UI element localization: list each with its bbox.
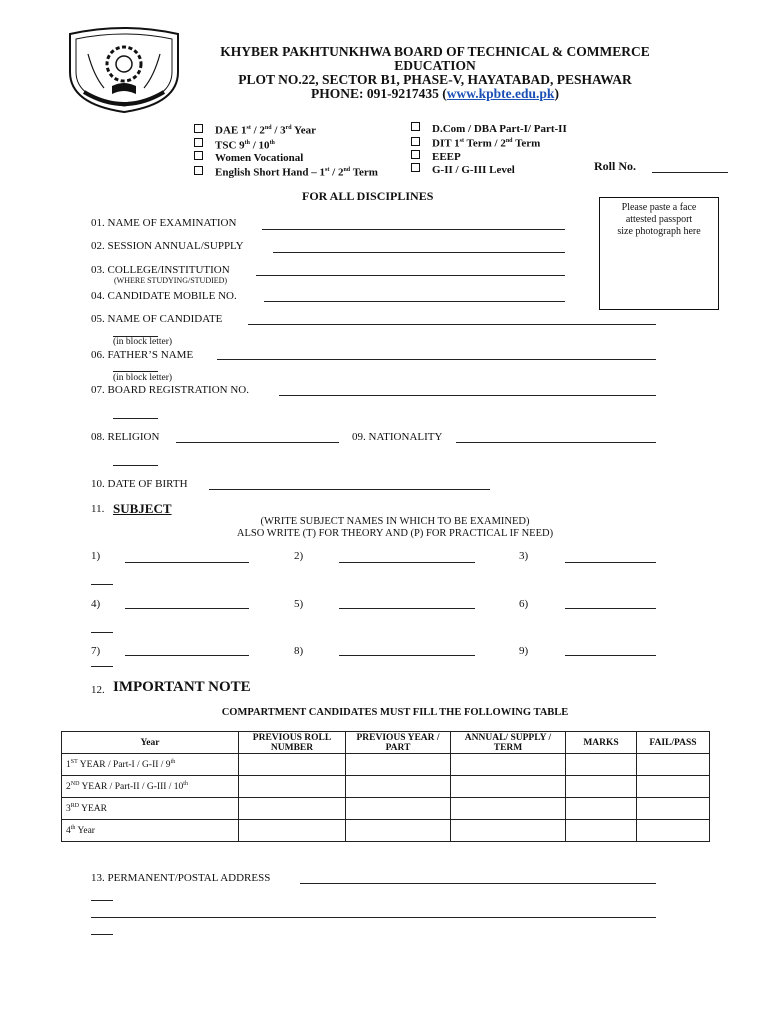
program-option[interactable]: DIT 1st Term / 2nd Term [411, 135, 567, 150]
subject-note-2: ALSO WRITE (T) FOR THEORY AND (P) FOR PRACTICAL IF NEED) [236, 528, 554, 539]
board-phone [190, 87, 680, 101]
board-address: PLOT NO.22, SECTOR B1, PHASE-V, HAYATABAD, PESHAWAR [238, 72, 632, 87]
subject-6-input[interactable] [565, 608, 656, 609]
candidate-note: (in block letter) [113, 337, 173, 347]
program-option[interactable]: EEEP [411, 150, 567, 163]
program-option[interactable]: DAE 1st / 2nd / 3rd Year [194, 122, 378, 137]
photo-box[interactable] [599, 197, 719, 310]
checkbox[interactable] [194, 124, 203, 133]
examination-input[interactable] [262, 229, 565, 230]
college-note: (WHERE STUDYING/STUDIED) [114, 276, 228, 285]
field-label-dob: 10. DATE OF BIRTH [91, 478, 188, 490]
table-cell[interactable] [346, 754, 451, 776]
table-cell[interactable] [637, 776, 710, 798]
section-title: FOR ALL DISCIPLINES [302, 189, 434, 203]
compartment-title: COMPARTMENT CANDIDATES MUST FILL THE FOLLOWING TABLE [221, 707, 569, 718]
compartment-table [61, 731, 710, 842]
subject-slot-label: 4) [91, 598, 101, 610]
photo-instructions: Please paste a face attested passport size photograph here [617, 202, 701, 237]
table-cell[interactable] [637, 754, 710, 776]
subject-slot-label: 6) [519, 598, 529, 610]
subject-slot-label: 9) [519, 645, 529, 657]
program-options-right [411, 122, 567, 176]
registration-input-cont[interactable] [113, 418, 158, 419]
table-cell[interactable] [451, 820, 566, 842]
subject-slot-label: 5) [294, 598, 304, 610]
program-option[interactable]: Women Vocational [194, 151, 378, 164]
program-option[interactable]: TSC 9th / 10th [194, 137, 378, 152]
candidate-name-input[interactable] [248, 324, 656, 325]
roll-no-label: Roll No. [594, 159, 636, 173]
table-cell[interactable] [346, 820, 451, 842]
field-label-mobile: 04. CANDIDATE MOBILE NO. [91, 290, 237, 302]
table-cell[interactable] [451, 798, 566, 820]
table-cell[interactable] [451, 754, 566, 776]
table-header-row [62, 732, 710, 754]
table-row [62, 798, 710, 820]
nationality-input-cont[interactable] [113, 465, 158, 466]
year-cell: 1ST YEAR / Part-I / G-II / 9th [62, 754, 239, 776]
subject-line-cont[interactable] [91, 632, 113, 633]
phone-text: PHONE: 091-9217435 ( [311, 86, 447, 101]
mobile-input[interactable] [264, 301, 565, 302]
father-name-input[interactable] [217, 359, 656, 360]
column-header: MARKS [566, 732, 637, 754]
field-label-religion: 08. RELIGION [91, 431, 160, 443]
year-cell: 3RD YEAR [62, 798, 239, 820]
field-label-registration: 07. BOARD REGISTRATION NO. [91, 384, 249, 396]
field-label-college: 03. COLLEGE/INSTITUTION [91, 264, 230, 276]
subject-slot-label: 2) [294, 550, 304, 562]
subject-5-input[interactable] [339, 608, 475, 609]
column-header: Year [62, 732, 239, 754]
field-label-father: 06. FATHER’S NAME [91, 349, 194, 361]
subject-2-input[interactable] [339, 562, 475, 563]
table-cell[interactable] [239, 798, 346, 820]
subject-7-input[interactable] [125, 655, 249, 656]
field-label-nationality: 09. NATIONALITY [352, 431, 443, 443]
table-cell[interactable] [566, 798, 637, 820]
year-cell: 4th Year [62, 820, 239, 842]
checkbox[interactable] [411, 163, 420, 172]
table-cell[interactable] [239, 776, 346, 798]
dob-input[interactable] [209, 489, 490, 490]
table-cell[interactable] [451, 776, 566, 798]
column-header: PREVIOUS ROLL NUMBER [239, 732, 346, 754]
important-note-heading: IMPORTANT NOTE [113, 679, 251, 695]
program-options-left [194, 122, 378, 179]
table-cell[interactable] [239, 820, 346, 842]
subject-3-input[interactable] [565, 562, 656, 563]
program-option[interactable]: English Short Hand – 1st / 2nd Term [194, 164, 378, 179]
checkbox[interactable] [194, 151, 203, 160]
year-cell: 2ND YEAR / Part-II / G-III / 10th [62, 776, 239, 798]
father-note: (in block letter) [113, 373, 173, 383]
program-option[interactable]: D.Com / DBA Part-I/ Part-II [411, 122, 567, 135]
table-row [62, 820, 710, 842]
field-label-address: 13. PERMANENT/POSTAL ADDRESS [91, 872, 271, 884]
subject-1-input[interactable] [125, 562, 249, 563]
nationality-input[interactable] [456, 442, 656, 443]
subject-slot-label: 7) [91, 645, 101, 657]
subject-heading: SUBJECT [113, 501, 172, 516]
website-link[interactable]: www.kpbte.edu.pk [446, 86, 555, 101]
field-number-subject: 11. [91, 503, 105, 515]
address-input[interactable] [300, 883, 656, 884]
table-cell[interactable] [566, 754, 637, 776]
checkbox[interactable] [411, 122, 420, 131]
address-input-cont[interactable] [91, 934, 113, 935]
father-name-input-cont[interactable] [113, 371, 158, 372]
subject-slot-label: 8) [294, 645, 304, 657]
registration-input[interactable] [279, 395, 656, 396]
field-label-session: 02. SESSION ANNUAL/SUPPLY [91, 240, 244, 252]
subject-slot-label: 3) [519, 550, 529, 562]
roll-no-field[interactable] [652, 172, 728, 173]
field-number-note: 12. [91, 684, 105, 696]
subject-note-1: (WRITE SUBJECT NAMES IN WHICH TO BE EXAMINED) [260, 516, 530, 527]
field-label-examination: 01. NAME OF EXAMINATION [91, 217, 237, 229]
subject-4-input[interactable] [125, 608, 249, 609]
board-name: KHYBER PAKHTUNKHWA BOARD OF TECHNICAL & COMMERCE [220, 44, 650, 59]
column-header: PREVIOUS YEAR / PART [346, 732, 451, 754]
checkbox[interactable] [411, 137, 420, 146]
board-name-line2: EDUCATION [394, 58, 476, 73]
checkbox[interactable] [194, 138, 203, 147]
board-logo [60, 26, 188, 114]
subject-9-input[interactable] [565, 655, 656, 656]
subject-slot-label: 1) [91, 550, 101, 562]
checkbox[interactable] [194, 166, 203, 175]
subject-8-input[interactable] [339, 655, 475, 656]
subject-line-cont[interactable] [91, 584, 113, 585]
program-option[interactable]: G-II / G-III Level [411, 163, 567, 176]
religion-input[interactable] [176, 442, 339, 443]
table-cell[interactable] [566, 820, 637, 842]
phone-suffix: ) [554, 86, 559, 101]
table-cell[interactable] [637, 798, 710, 820]
table-cell[interactable] [239, 754, 346, 776]
checkbox[interactable] [411, 150, 420, 159]
table-cell[interactable] [566, 776, 637, 798]
table-row [62, 754, 710, 776]
subject-line-cont[interactable] [91, 666, 113, 667]
table-cell[interactable] [346, 798, 451, 820]
session-input[interactable] [273, 252, 565, 253]
column-header: ANNUAL/ SUPPLY / TERM [451, 732, 566, 754]
college-input[interactable] [256, 275, 565, 276]
table-cell[interactable] [346, 776, 451, 798]
table-row [62, 776, 710, 798]
field-label-candidate: 05. NAME OF CANDIDATE [91, 313, 223, 325]
column-header: FAIL/PASS [637, 732, 710, 754]
table-cell[interactable] [637, 820, 710, 842]
address-input-line2[interactable] [91, 917, 656, 918]
address-input-cont[interactable] [91, 900, 113, 901]
